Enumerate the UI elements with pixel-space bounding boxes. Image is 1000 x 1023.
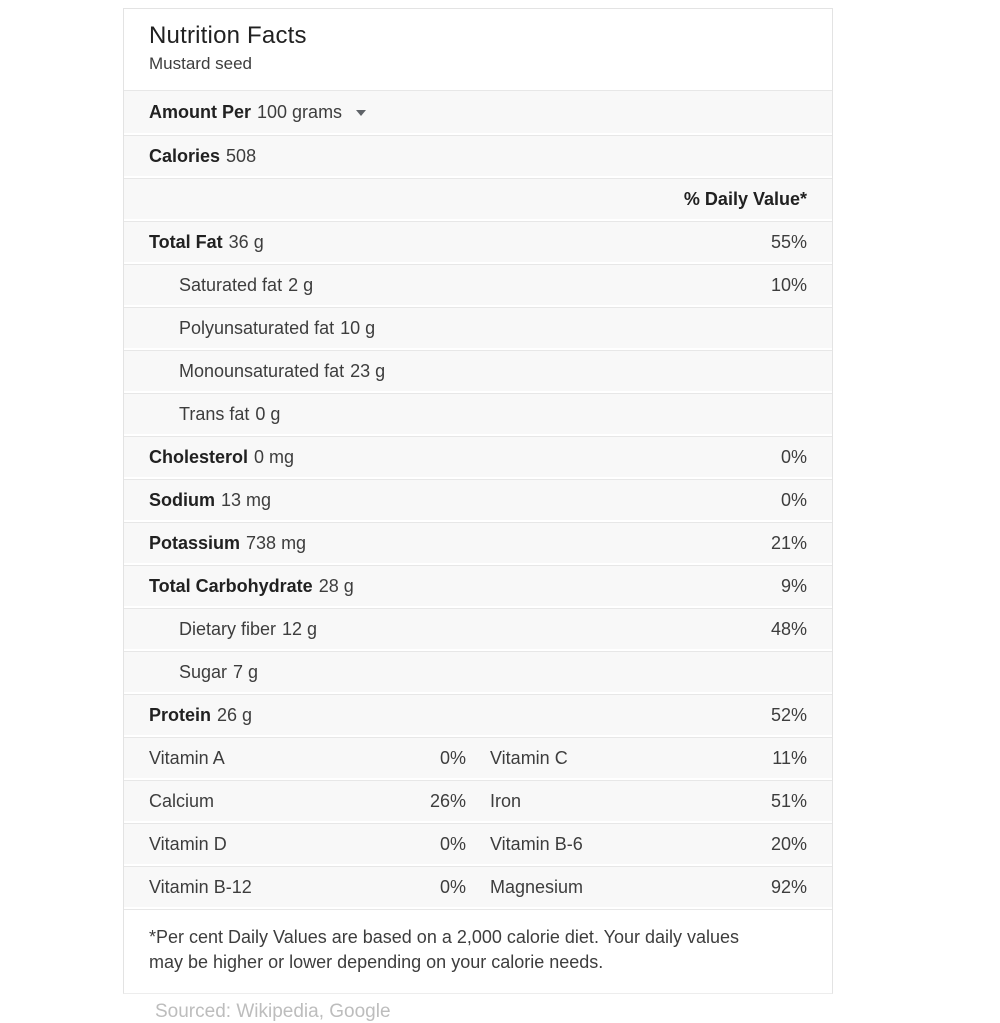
vitamin-left-cell <box>149 748 466 769</box>
nutrient-row <box>124 350 832 391</box>
nutrient-daily-value: 52% <box>770 704 807 725</box>
nutrient-row <box>124 393 832 434</box>
nutrient-name: Dietary fiber <box>179 618 277 639</box>
nutrient-name: Potassium <box>149 532 241 553</box>
nutrient-row <box>124 608 832 649</box>
nutrient-name: Trans fat <box>179 403 250 424</box>
vitamin-right-cell <box>490 791 807 812</box>
vitamin-value: 0% <box>439 876 466 897</box>
vitamin-right-cell <box>490 748 807 769</box>
daily-value-header: % Daily Value* <box>683 188 807 209</box>
nutrition-facts-card <box>123 8 833 994</box>
vitamin-row <box>124 737 832 778</box>
vitamin-row <box>124 823 832 864</box>
vitamin-row <box>124 866 832 907</box>
card-header <box>124 9 832 90</box>
calories-label: Calories <box>149 145 221 166</box>
vitamin-value: 92% <box>770 876 807 897</box>
vitamin-name: Vitamin B-6 <box>490 833 583 854</box>
nutrient-name: Polyunsaturated fat <box>179 317 335 338</box>
vitamin-name: Vitamin A <box>149 747 225 768</box>
nutrition-facts-title: Nutrition Facts <box>149 22 307 49</box>
nutrient-row <box>124 565 832 606</box>
nutrient-row <box>124 436 832 477</box>
nutrient-daily-value: 0% <box>780 489 807 510</box>
nutrient-row <box>124 651 832 692</box>
nutrient-amount: 36 g <box>228 231 264 252</box>
nutrient-name: Sodium <box>149 489 215 510</box>
serving-value: 100 grams <box>257 101 343 122</box>
vitamin-name: Iron <box>490 790 522 811</box>
daily-value-header-row <box>124 178 832 219</box>
nutrient-row <box>124 479 832 520</box>
serving-label: Amount Per <box>149 101 252 122</box>
vitamin-right-cell <box>490 834 807 855</box>
vitamin-value: 26% <box>429 790 466 811</box>
dropdown-arrow-icon <box>356 110 366 116</box>
nutrient-amount: 26 g <box>217 704 253 725</box>
nutrient-amount: 738 mg <box>246 532 307 553</box>
source-attribution: Sourced: Wikipedia, Google <box>155 1001 391 1022</box>
daily-value-footnote: *Per cent Daily Values are based on a 2,000 calorie diet. Your daily values may be higher or lower depending on your calorie needs. <box>149 927 740 972</box>
nutrient-amount: 2 g <box>288 274 314 295</box>
nutrient-amount: 0 mg <box>254 446 295 467</box>
footnote-section <box>124 909 832 993</box>
vitamin-left-cell <box>149 877 466 898</box>
nutrient-name: Total Fat <box>149 231 223 252</box>
nutrient-amount: 0 g <box>255 403 281 424</box>
vitamin-value: 0% <box>439 747 466 768</box>
nutrient-row <box>124 694 832 735</box>
vitamin-name: Magnesium <box>490 876 584 897</box>
nutrient-name: Sugar <box>179 661 228 682</box>
nutrient-daily-value: 48% <box>770 618 807 639</box>
vitamin-value: 0% <box>439 833 466 854</box>
vitamin-value: 51% <box>770 790 807 811</box>
nutrient-name: Protein <box>149 704 212 725</box>
vitamin-name: Vitamin C <box>490 747 568 768</box>
vitamin-value: 20% <box>770 833 807 854</box>
nutrient-daily-value: 55% <box>770 231 807 252</box>
nutrient-rows-section <box>124 221 832 735</box>
nutrient-daily-value: 10% <box>770 274 807 295</box>
nutrient-name: Monounsaturated fat <box>179 360 345 381</box>
nutrient-daily-value: 9% <box>780 575 807 596</box>
nutrient-name: Cholesterol <box>149 446 249 467</box>
nutrient-amount: 7 g <box>233 661 259 682</box>
nutrient-row <box>124 221 832 262</box>
nutrient-name: Saturated fat <box>179 274 283 295</box>
vitamin-name: Calcium <box>149 790 215 811</box>
nutrient-row <box>124 264 832 305</box>
vitamin-row <box>124 780 832 821</box>
nutrient-row <box>124 307 832 348</box>
nutrient-amount: 10 g <box>340 317 376 338</box>
nutrient-daily-value: 21% <box>770 532 807 553</box>
serving-size-dropdown[interactable] <box>124 90 832 133</box>
vitamin-grid-section <box>124 737 832 907</box>
nutrient-row <box>124 522 832 563</box>
calories-row <box>124 135 832 176</box>
nutrient-amount: 28 g <box>318 575 354 596</box>
vitamin-name: Vitamin B-12 <box>149 876 252 897</box>
nutrient-name: Total Carbohydrate <box>149 575 313 596</box>
nutrient-amount: 13 mg <box>221 489 272 510</box>
nutrient-amount: 23 g <box>350 360 386 381</box>
calories-value: 508 <box>226 145 257 166</box>
vitamin-right-cell <box>490 877 807 898</box>
food-name: Mustard seed <box>149 54 252 73</box>
vitamin-left-cell <box>149 791 466 812</box>
vitamin-value: 11% <box>772 747 807 768</box>
nutrient-daily-value: 0% <box>780 446 807 467</box>
vitamin-name: Vitamin D <box>149 833 227 854</box>
nutrient-amount: 12 g <box>282 618 318 639</box>
vitamin-left-cell <box>149 834 466 855</box>
